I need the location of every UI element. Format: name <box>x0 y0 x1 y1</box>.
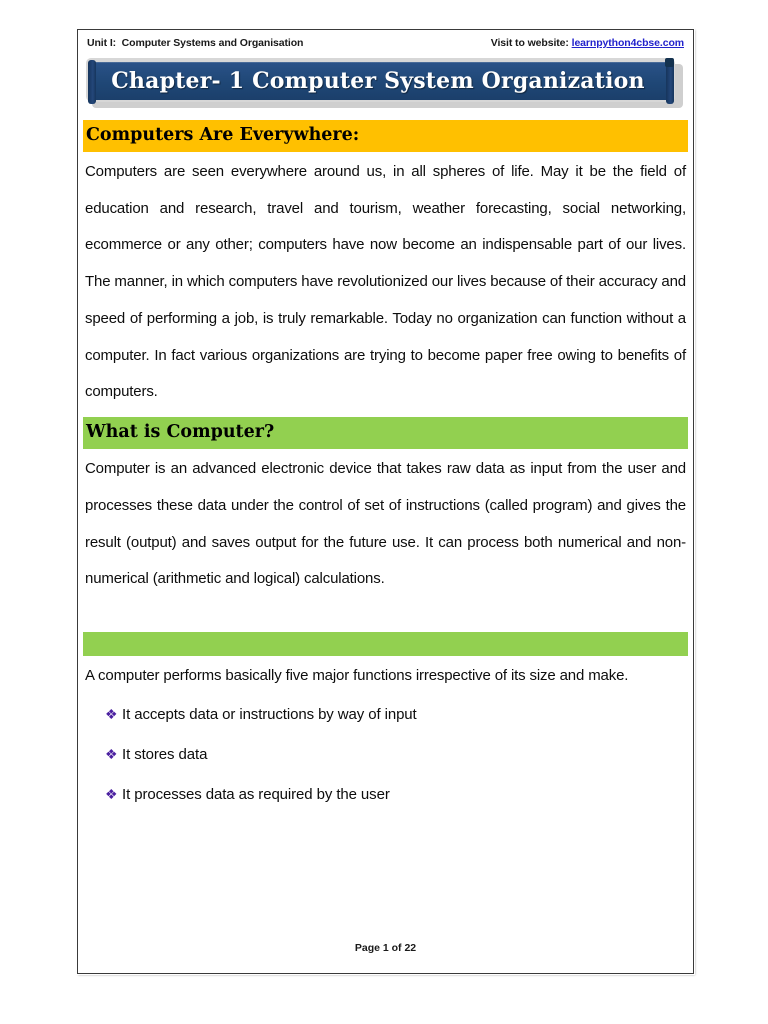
section-paragraph-what-is-computer: Computer is an advanced electronic device that takes raw data as input from the user and processes these data under the control of set of instructions (called program) and gives the result (output) and saves output for the future use. It can process both numerical and non-numerical (arithmetic and logical) calculations. <box>85 460 686 588</box>
chapter-title: Chapter- 1 Computer System Organization <box>111 68 645 94</box>
page-content-area <box>78 30 693 973</box>
document-body <box>78 120 693 806</box>
visit-website-note <box>491 37 684 49</box>
section-heading-empty-bar <box>83 632 688 656</box>
list-item <box>105 705 688 725</box>
diamond-bullet-icon: ❖ <box>105 746 118 762</box>
visit-prefix-label: Visit to website: <box>490 37 569 49</box>
unit-label: Unit I: Computer Systems and Organisation <box>87 37 304 49</box>
document-page <box>77 29 694 974</box>
list-item-label: It accepts data or instructions by way of input <box>122 705 417 723</box>
section-spacer-2 <box>83 598 688 632</box>
list-item <box>105 785 688 805</box>
page-footer <box>78 942 693 954</box>
section-paragraph-computers-are-everywhere: Computers are seen everywhere around us, in all spheres of life. May it be the field of education and research, travel and tourism, weather forecasting, social networking, ecommerce or any other; computers have now become an indispensable part of our lives. The manner, in which computers have revolutionized our lives because of their accuracy and speed of performing a job, is truly remarkable. Today no organization can function without a computer. In fact various organizations are trying to become paper free owing to benefits of computers. <box>85 162 686 401</box>
section-paragraph-five-major-functions: A computer performs basically five major functions irrespective of its size and make. <box>85 667 629 684</box>
list-item <box>105 745 688 765</box>
diamond-bullet-icon: ❖ <box>105 705 118 722</box>
functions-bullet-list <box>83 705 688 806</box>
section-heading-computers-are-everywhere: Computers Are Everywhere: <box>83 120 688 152</box>
section-heading-what-is-computer: What is Computer? <box>83 417 688 449</box>
list-item-label: It stores data <box>122 746 208 763</box>
page-number-label: Page 1 of 22 <box>354 942 417 954</box>
running-header <box>78 30 693 54</box>
diamond-bullet-icon: ❖ <box>105 786 118 803</box>
list-item-label: It processes data as required by the user <box>122 786 390 804</box>
website-link[interactable]: learnpython4cbse.com <box>571 37 684 49</box>
chapter-banner <box>86 58 683 108</box>
